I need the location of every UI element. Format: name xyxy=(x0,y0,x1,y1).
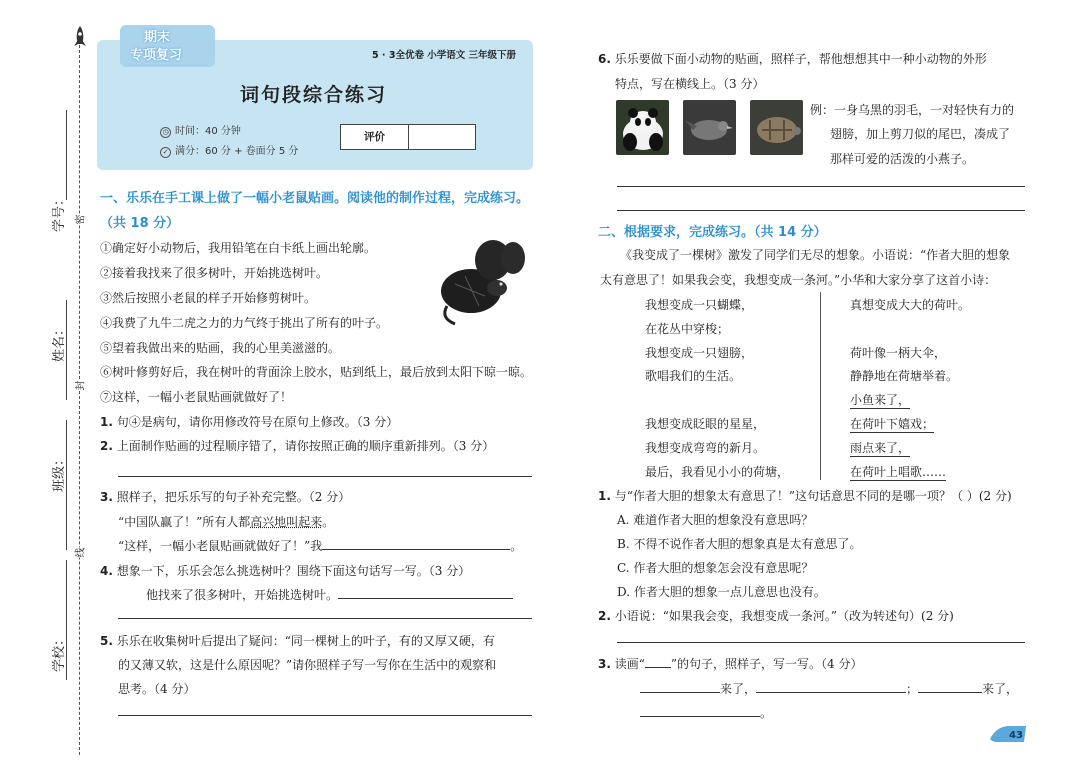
name-label: 姓名： xyxy=(52,322,67,362)
came-text-1: 来了， xyxy=(720,682,757,696)
panda-photo xyxy=(616,100,669,155)
part2-q3-fill-line xyxy=(640,680,1018,697)
part2-q3-text-b: ”的句子，照样子，写一写。（4 分） xyxy=(670,657,863,671)
question-3-text: 照样子，把乐乐写的句子补充完整。（2 分） xyxy=(116,490,351,504)
poem-right-6: 雨点来了， xyxy=(850,441,911,455)
example-line-2: 翅膀，加上剪刀似的尾巴，凑成了 xyxy=(830,127,1011,141)
example-part-c: 。 xyxy=(322,515,335,529)
page-number-badge xyxy=(988,723,1028,745)
option-b[interactable]: B. 不得不说作者大胆的想象真是太有意思了。 xyxy=(617,537,862,551)
book-meta: 5 · 3全优卷 小学语文 三年级下册 xyxy=(372,50,517,61)
question-3-blank[interactable] xyxy=(322,549,510,550)
question-1 xyxy=(100,413,398,430)
review-tab-badge xyxy=(120,25,215,67)
question-4 xyxy=(100,562,470,579)
question-3-number: 3. xyxy=(100,490,113,504)
poem-right-5: 在荷叶下嬉戏； xyxy=(850,417,935,431)
step-5: ⑤望着我做出来的贴画，我的心里美滋滋的。 xyxy=(100,341,341,355)
underline-sample xyxy=(645,667,671,668)
part2-question-1 xyxy=(598,487,1012,504)
poem-left-2: 在花丛中穿梭； xyxy=(645,322,730,336)
question-4-sentence: 他找来了很多树叶，开始挑选树叶。 xyxy=(146,588,339,602)
part2-question-2 xyxy=(598,607,954,624)
poem-right-7: 在荷叶上唱歌…… xyxy=(850,465,947,479)
student-id-line[interactable] xyxy=(66,110,67,200)
part2-q3-blank-1[interactable] xyxy=(640,692,720,693)
evaluation-field[interactable] xyxy=(409,125,475,149)
part2-q1-number: 1. xyxy=(598,489,611,503)
part2-q3-blank-2[interactable] xyxy=(756,692,906,693)
question-3 xyxy=(100,488,350,505)
poem-right-2: 荷叶像一柄大伞， xyxy=(850,346,947,360)
answer-line-q5[interactable] xyxy=(118,715,532,716)
question-5 xyxy=(100,632,495,649)
option-a[interactable]: A. 难道作者大胆的想象没有意思吗？ xyxy=(617,513,814,527)
poem-left-5: 我想变成眨眼的星星， xyxy=(645,417,766,431)
example-line-3: 那样可爱的活泼的小燕子。 xyxy=(830,152,975,166)
time-info xyxy=(160,122,241,138)
question-3-end: 。 xyxy=(510,539,523,553)
tab-line-2: 专项复习 xyxy=(130,48,183,63)
step-6: ⑥树叶修剪好后，我在树叶的背面涂上胶水，贴到纸上，最后放到太阳下晾一晾。 xyxy=(100,365,533,379)
question-2-number: 2. xyxy=(100,439,113,453)
seal-char-xian: 线 xyxy=(70,548,89,558)
answer-line-q2[interactable] xyxy=(118,476,532,477)
school-label: 学校： xyxy=(52,632,67,672)
class-label: 班级： xyxy=(52,452,67,492)
section-2-heading: 二、根据要求，完成练习。（共 14 分） xyxy=(598,225,827,240)
seal-char-feng: 封 xyxy=(70,381,89,391)
question-1-number: 1. xyxy=(100,415,113,429)
question-4-line xyxy=(146,586,513,603)
tab-line-1: 期末 xyxy=(144,30,171,45)
example-part-a: “中国队赢了！”所有人都 xyxy=(118,515,251,529)
evaluation-label: 评价 xyxy=(341,125,409,149)
poem-right-3: 静静地在荷塘举着。 xyxy=(850,369,959,383)
seal-char-mi: 密 xyxy=(70,215,89,225)
score-info xyxy=(160,142,298,158)
option-c[interactable]: C. 作者大胆的想象怎会没有意思呢？ xyxy=(617,561,814,575)
answer-line-q6a[interactable] xyxy=(617,186,1025,187)
page-title: 词句段综合练习 xyxy=(240,84,388,106)
part2-q1-text: 与“作者大胆的想象太有意思了！”这句话意思不同的是哪一项？（ ）(2 分) xyxy=(614,489,1012,503)
step-1: ①确定好小动物后，我用铅笔在白卡纸上画出轮廓。 xyxy=(100,241,377,255)
intro-line-1: 《我变成了一棵树》激发了同学们无尽的想象。小语说：“作者大胆的想象 xyxy=(620,248,1011,262)
part2-q3-blank-4[interactable] xyxy=(640,716,760,717)
part2-question-3 xyxy=(598,655,862,672)
section-1-heading: 一、乐乐在手工课上做了一幅小老鼠贴画。阅读他的制作过程，完成练习。 xyxy=(100,191,530,206)
question-3-fill xyxy=(118,537,522,554)
part2-q2-number: 2. xyxy=(598,609,611,623)
time-text: 时间：40 分钟 xyxy=(175,126,241,137)
part2-q3-fill-line-2 xyxy=(640,704,772,721)
poem-right-4: 小鱼来了， xyxy=(850,393,911,407)
step-3: ③然后按照小老鼠的样子开始修剪树叶。 xyxy=(100,291,317,305)
leaf-mouse-picture xyxy=(435,236,527,326)
student-id-label: 学号： xyxy=(52,192,67,232)
example-dotted-phrase: 高兴地叫起来 xyxy=(250,515,323,529)
question-5-line-1: 乐乐在收集树叶后提出了疑问：“同一棵树上的叶子，有的又厚又硬，有 xyxy=(116,634,495,648)
page-number: 43 xyxy=(1009,730,1023,741)
part2-q3-number: 3. xyxy=(598,657,611,671)
question-5-line-2: 的又薄又软，这是什么原因呢？”请你照样子写一写你在生活中的观察和 xyxy=(118,658,497,672)
question-3-example xyxy=(118,513,334,530)
intro-line-2: 太有意思了！如果我会变，我想变成一条河。”小华和大家分享了这首小诗： xyxy=(600,273,997,287)
poem-left-4: 歌唱我们的生活。 xyxy=(645,369,742,383)
rocket-icon xyxy=(73,26,87,50)
binding-margin xyxy=(0,0,95,763)
question-4-blank[interactable] xyxy=(338,598,513,599)
question-5-number: 5. xyxy=(100,634,113,648)
question-5-line-3: 思考。（4 分） xyxy=(118,682,196,696)
bird-photo xyxy=(683,100,736,155)
clock-icon: ◷ xyxy=(160,127,171,138)
question-4-text: 想象一下，乐乐会怎么挑选树叶？围绕下面这句话写一写。（3 分） xyxy=(116,564,471,578)
question-4-number: 4. xyxy=(100,564,113,578)
section-1-points: （共 18 分） xyxy=(100,216,180,231)
option-d[interactable]: D. 作者大胆的想象一点儿意思也没有。 xyxy=(617,585,826,599)
poem-left-3: 我想变成一只翅膀， xyxy=(645,346,754,360)
question-1-text: 句④是病句，请你用修改符号在原句上修改。（3 分） xyxy=(116,415,399,429)
part2-q3-text-a: 读画“ xyxy=(614,657,645,671)
poem-right-1: 真想变成大大的荷叶。 xyxy=(850,298,971,312)
question-6 xyxy=(598,50,987,67)
answer-line-q4[interactable] xyxy=(118,618,532,619)
step-7: ⑦这样，一幅小老鼠贴画就做好了！ xyxy=(100,390,293,404)
semicolon-text: ； xyxy=(906,682,919,696)
part2-q3-end: 。 xyxy=(760,706,773,720)
question-2 xyxy=(100,437,494,454)
poem-divider xyxy=(820,292,821,480)
part2-q3-blank-3[interactable] xyxy=(918,692,982,693)
question-2-text: 上面制作贴画的过程顺序错了，请你按照正确的顺序重新排列。（3 分） xyxy=(116,439,495,453)
answer-line-q6b[interactable] xyxy=(617,210,1025,211)
full-score-text: 满分：60 分 + 卷面分 5 分 xyxy=(175,146,299,157)
part2-q2-text: 小语说：“如果我会变，我想变成一条河。”（改为转述句）(2 分) xyxy=(614,609,954,623)
poem-left-7: 最后，我看见小小的荷塘， xyxy=(645,465,790,479)
poem-left-1: 我想变成一只蝴蝶， xyxy=(645,298,754,312)
question-6-number: 6. xyxy=(598,52,611,66)
binding-dashed-line xyxy=(79,40,80,755)
came-text-2: 来了， xyxy=(982,682,1019,696)
question-3-prompt: “这样，一幅小老鼠贴画就做好了！”我 xyxy=(118,539,323,553)
step-2: ②接着我找来了很多树叶，开始挑选树叶。 xyxy=(100,266,329,280)
question-6-line-1: 乐乐要做下面小动物的贴画，照样子，帮他想想其中一种小动物的外形 xyxy=(614,52,987,66)
answer-line-part2-q2[interactable] xyxy=(617,642,1025,643)
turtle-photo xyxy=(750,100,803,155)
step-4: ④我费了九牛二虎之力的力气终于挑出了所有的叶子。 xyxy=(100,316,389,330)
example-line-1: 例：一身乌黑的羽毛，一对轻快有力的 xyxy=(810,103,1015,117)
question-6-line-2: 特点，写在横线上。（3 分） xyxy=(615,77,765,91)
check-icon: ✓ xyxy=(160,147,171,158)
evaluation-box xyxy=(340,124,476,150)
poem-left-6: 我想变成弯弯的新月。 xyxy=(645,441,766,455)
